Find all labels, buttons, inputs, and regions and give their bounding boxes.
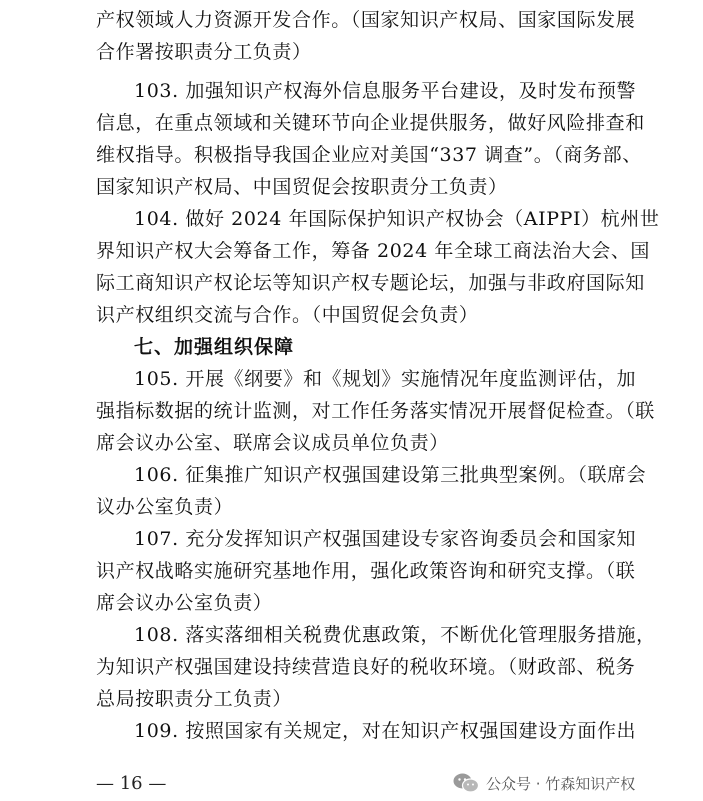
- text-line: 席会议办公室负责）: [96, 592, 273, 614]
- item-109-line: 109. 按照国家有关规定，对在知识产权强国建设方面作出: [134, 720, 637, 742]
- text-line: 际工商知识产权论坛等知识产权专题论坛，加强与非政府国际知: [96, 272, 645, 294]
- item-105-line: 105. 开展《纲要》和《规划》实施情况年度监测评估，加: [134, 368, 637, 390]
- item-104-line: 104. 做好 2024 年国际保护知识产权协会（AIPPI）杭州世: [134, 208, 660, 230]
- text-line: 席会议办公室、联席会议成员单位负责）: [96, 432, 449, 454]
- watermark-text: 公众号 · 竹森知识产权: [486, 774, 636, 793]
- text-line: 维权指导。积极指导我国企业应对美国“337 调查”。（商务部、: [96, 144, 642, 166]
- watermark: [452, 768, 635, 798]
- text-line: 为知识产权强国建设持续营造良好的税收环境。（财政部、税务: [96, 656, 636, 678]
- text-line: 识产权组织交流与合作。（中国贸促会负责）: [96, 304, 479, 326]
- item-106-line: 106. 征集推广知识产权强国建设第三批典型案例。（联席会: [134, 464, 647, 486]
- text-line: 国家知识产权局、中国贸促会按职责分工负责）: [96, 176, 508, 198]
- item-107-line: 107. 充分发挥知识产权强国建设专家咨询委员会和国家知: [134, 528, 637, 550]
- wechat-icon: [452, 772, 480, 794]
- text-line: 议办公室负责）: [96, 496, 234, 518]
- text-line: 总局按职责分工负责）: [96, 688, 293, 710]
- item-103-line: 103. 加强知识产权海外信息服务平台建设，及时发布预警: [134, 80, 637, 102]
- text-line: 产权领域人力资源开发合作。（国家知识产权局、国家国际发展: [96, 9, 636, 31]
- text-line: 界知识产权大会筹备工作，筹备 2024 年全球工商法治大会、国: [96, 240, 651, 262]
- text-line: 识产权战略实施研究基地作用，强化政策咨询和研究支撑。（联: [96, 560, 636, 582]
- text-line: 强指标数据的统计监测，对工作任务落实情况开展督促检查。（联: [96, 400, 655, 422]
- text-line: 信息，在重点领域和关键环节向企业提供服务，做好风险排查和: [96, 112, 645, 134]
- page-number: — 16 —: [96, 773, 167, 794]
- item-108-line: 108. 落实落细相关税费优惠政策，不断优化管理服务措施，: [134, 624, 656, 646]
- section-heading: 七、加强组织保障: [134, 336, 295, 358]
- text-line: 合作署按职责分工负责）: [96, 41, 312, 63]
